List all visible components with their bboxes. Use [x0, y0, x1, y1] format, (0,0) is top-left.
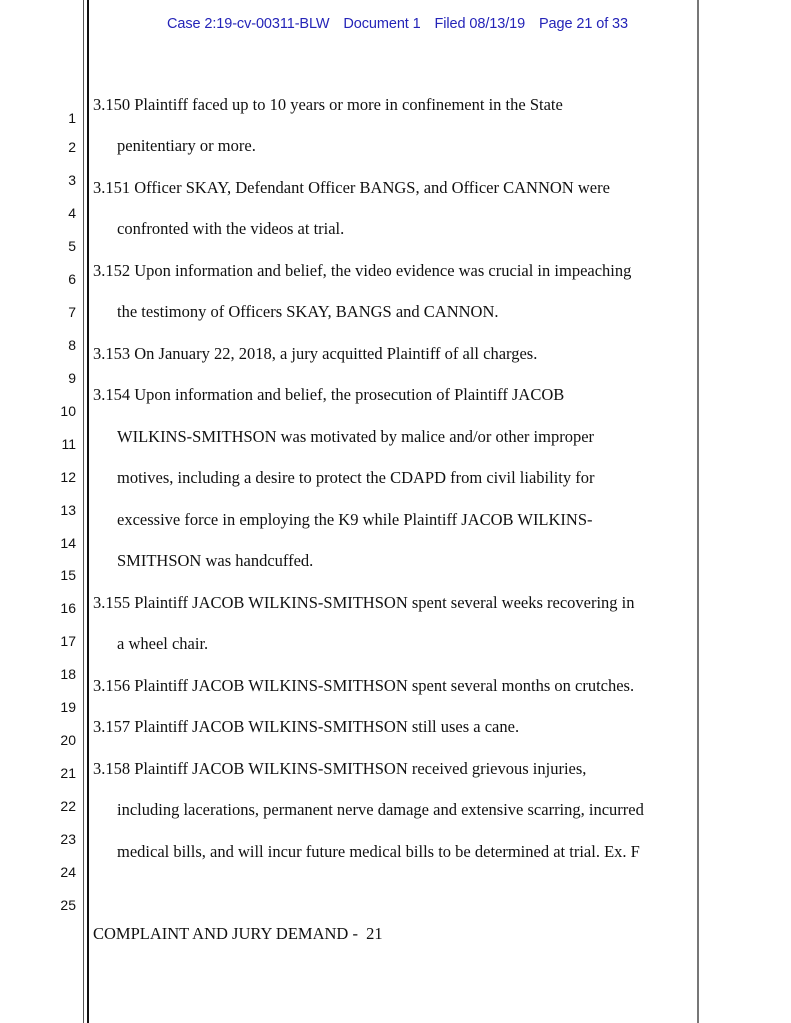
line-number: 9 [68, 370, 76, 386]
paragraph-3-157: 3.157 Plaintiff JACOB WILKINS-SMITHSON still uses a cane. [93, 717, 520, 736]
line-number: 10 [60, 403, 76, 419]
line-number: 14 [60, 535, 76, 551]
paragraph-3-154: 3.154 Upon information and belief, the prosecution of Plaintiff JACOB [93, 385, 565, 404]
line-number: 1 [68, 110, 76, 126]
paragraph-3-158: 3.158 Plaintiff JACOB WILKINS-SMITHSON received grievous injuries, [93, 759, 587, 778]
page-indicator: Page 21 of 33 [538, 16, 628, 32]
line-number: 11 [61, 436, 76, 452]
line-number: 2 [68, 139, 76, 155]
paragraph-3-152: 3.152 Upon information and belief, the video evidence was crucial in impeaching [93, 261, 632, 280]
ecf-header-stamp [0, 16, 791, 32]
line-number: 21 [60, 765, 76, 781]
line-number: 19 [60, 699, 76, 715]
line-number: 16 [60, 600, 76, 616]
line-number: 25 [60, 897, 76, 913]
filed-date: Filed 08/13/19 [434, 16, 526, 32]
paragraph-3-155: 3.155 Plaintiff JACOB WILKINS-SMITHSON spent several weeks recovering in [93, 593, 635, 612]
paragraph-3-153: 3.153 On January 22, 2018, a jury acquitted Plaintiff of all charges. [93, 344, 538, 363]
line-number: 7 [68, 304, 76, 320]
paragraph-3-150-cont: penitentiary or more. [117, 136, 256, 155]
line-number: 18 [60, 666, 76, 682]
line-number: 8 [68, 337, 76, 353]
paragraph-3-152-cont: the testimony of Officers SKAY, BANGS and CANNON. [117, 302, 499, 321]
left-margin-rule-double [87, 0, 89, 1023]
paragraph-3-154-cont: motives, including a desire to protect the CDAPD from civil liability for [117, 468, 595, 487]
paragraph-3-154-cont: excessive force in employing the K9 while Plaintiff JACOB WILKINS- [117, 510, 593, 529]
paragraph-3-151-cont: confronted with the videos at trial. [117, 219, 345, 238]
line-number: 17 [60, 633, 76, 649]
line-number: 15 [60, 567, 76, 583]
line-number: 20 [60, 732, 76, 748]
paragraph-3-155-cont: a wheel chair. [117, 634, 209, 653]
line-number: 13 [60, 502, 76, 518]
paragraph-3-154-cont: WILKINS-SMITHSON was motivated by malice and/or other improper [117, 427, 595, 446]
line-number: 3 [68, 172, 76, 188]
right-margin-rule [697, 0, 699, 1023]
paragraph-3-158-cont: including lacerations, permanent nerve damage and extensive scarring, incurred [117, 800, 644, 819]
line-number: 23 [60, 831, 76, 847]
paragraph-3-151: 3.151 Officer SKAY, Defendant Officer BANGS, and Officer CANNON were [93, 178, 610, 197]
line-number: 12 [60, 469, 76, 485]
line-number: 24 [60, 864, 76, 880]
left-margin-rule [83, 0, 84, 1023]
case-number: Case 2:19-cv-00311-BLW [167, 16, 330, 32]
paragraph-3-158-cont: medical bills, and will incur future medical bills to be determined at trial. Ex. F [117, 842, 640, 861]
line-number: 22 [60, 798, 76, 814]
line-number: 4 [68, 205, 76, 221]
paragraph-3-150: 3.150 Plaintiff faced up to 10 years or more in confinement in the State [93, 95, 563, 114]
paragraph-3-156: 3.156 Plaintiff JACOB WILKINS-SMITHSON spent several months on crutches. [93, 676, 635, 695]
line-number: 5 [68, 238, 76, 254]
footer-title: COMPLAINT AND JURY DEMAND - 21 [93, 924, 383, 943]
document-number: Document 1 [343, 16, 421, 32]
line-number: 6 [68, 271, 76, 287]
paragraph-3-154-cont: SMITHSON was handcuffed. [117, 551, 314, 570]
